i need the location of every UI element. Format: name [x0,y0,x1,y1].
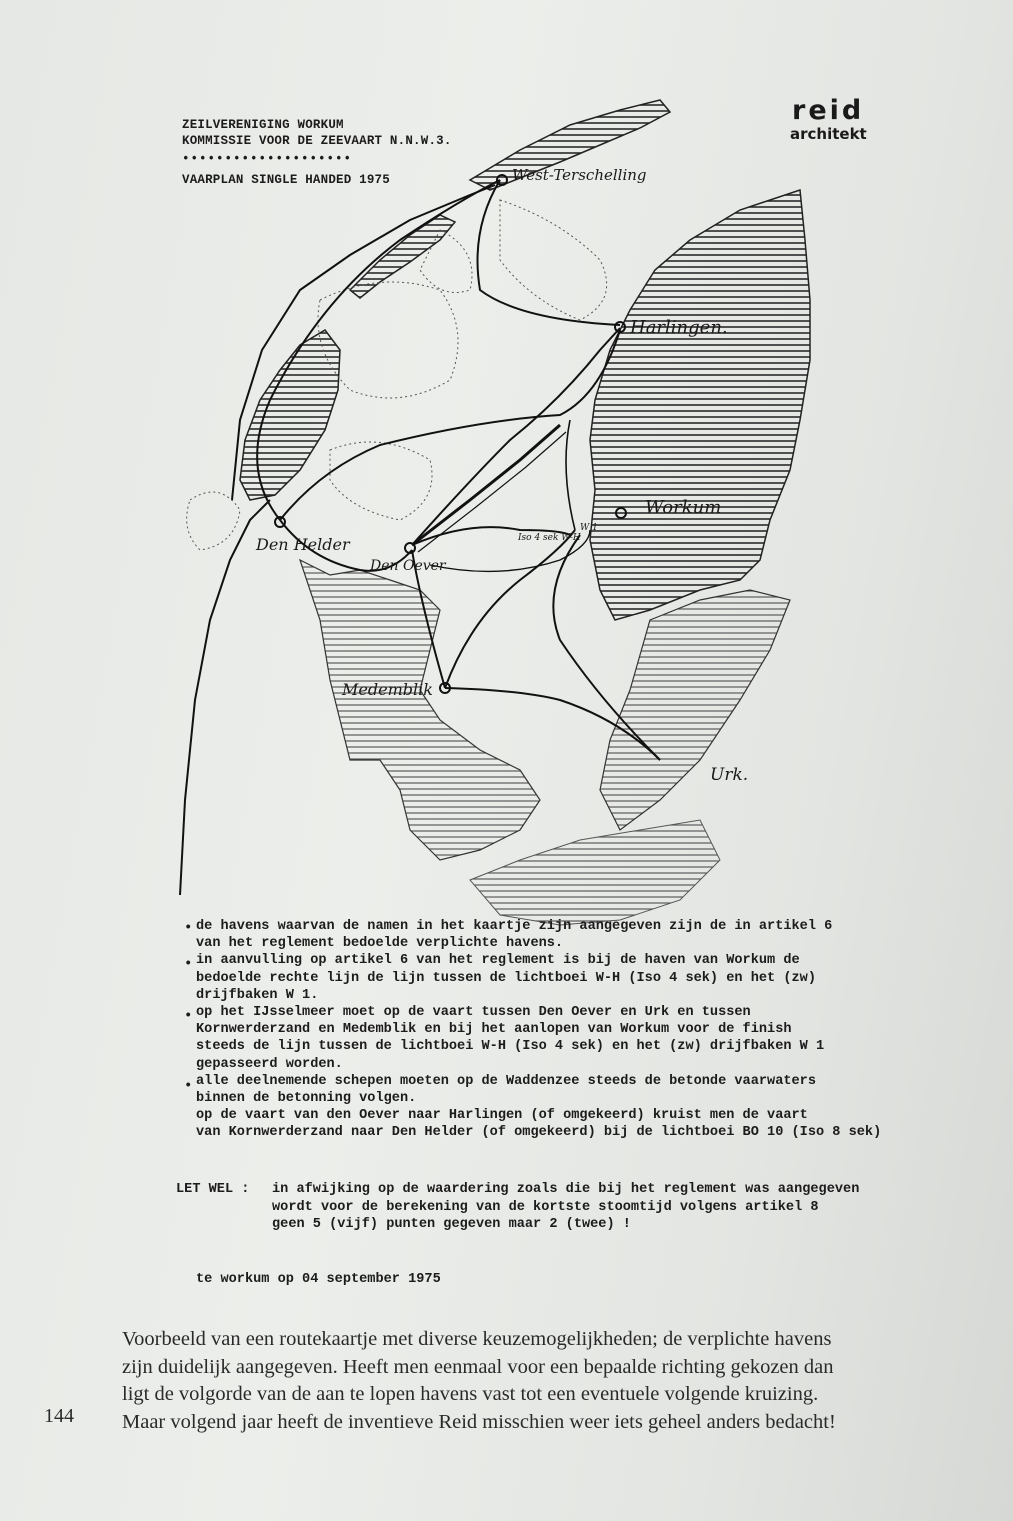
let-wel-line: wordt voor de berekening van de kortste stoomtijd volgens artikel 8 [272,1199,819,1215]
label-west-terschelling: West-Terschelling [512,166,647,184]
note-line: bedoelde rechte lijn de lijn tussen de lichtboei W-H (Iso 4 sek) en het (zw) [196,970,816,986]
label-workum: Workum [645,497,722,518]
texel-island [240,330,340,500]
note-line: van het reglement bedoelde verplichte havens. [196,936,564,952]
label-harlingen: Harlingen. [630,317,728,338]
regulation-notes [196,918,936,1141]
bullet-icon: • [184,1078,193,1094]
let-wel-line: in afwijking op de waardering zoals die bij het reglement was aangegeven [272,1182,860,1197]
logo-name: reid [792,95,865,126]
header-commission: KOMMISSIE VOOR DE ZEEVAART N.N.W.3. [182,134,452,148]
tidal-flats-3 [330,442,432,520]
note-line: binnen de betonning volgen. [196,1090,417,1106]
note-line: de havens waarvan de namen in het kaartje zijn aangegeven zijn de in artikel 6 [196,919,833,934]
let-wel-line: geen 5 (vijf) punten gegeven maar 2 (twee) ! [272,1217,631,1232]
caption-line: Voorbeeld van een routekaartje met diverse keuzemogelijkheden; de verplichte havens [122,1328,832,1350]
label-den-helder: Den Helder [256,535,350,554]
note-line: in aanvulling op artikel 6 van het reglement is bij de haven van Workum de [196,953,800,969]
note-line: Kornwerderzand en Medemblik en bij het aanlopen van Workum voor de finish [196,1022,792,1038]
note-line: gepasseerd worden. [196,1056,343,1072]
figure-caption [122,1326,958,1436]
route-oever-harlingen [412,328,620,545]
noord-holland-shore [300,560,540,860]
north-sea-coast [180,500,270,895]
page-number: 144 [44,1405,74,1427]
header-dots: •••••••••••••••••••• [182,152,353,166]
let-wel-label: LET WEL : [176,1182,250,1197]
vlieland-island [350,215,455,298]
header-plan-title: VAARPLAN SINGLE HANDED 1975 [182,173,390,187]
bullet-icon: • [184,956,193,972]
note-line: steeds de lijn tussen de lichtboei W-H (Iso 4 sek) en het (zw) drijfbaken W 1 [196,1039,825,1055]
label-buoy: Iso 4 sek W-H [518,533,581,543]
route-medemblik-workum [445,530,575,688]
note-line: van Kornwerderzand naar Den Helder (of omgekeerd) bij de lichtboei BO 10 (Iso 8 sek) [196,1125,882,1141]
label-urk: Urk. [710,765,749,785]
route-terschelling-harlingen [478,180,621,325]
tidal-flats-4 [187,492,240,550]
logo-subtitle: architekt [790,125,867,143]
note-line: op de vaart van den Oever naar Harlingen (of omgekeerd) kruist men de vaart [196,1108,808,1124]
header-club: ZEILVERENIGING WORKUM [182,118,344,132]
route-workum-harlingen [566,420,575,530]
note-line: drijfbaken W 1. [196,987,319,1003]
friesland-coast [590,190,810,620]
bullet-icon: • [184,920,193,936]
dateline: te workum op 04 september 1975 [196,1272,441,1287]
label-w1: W 1 [580,523,598,533]
note-line: op het IJsselmeer moet op de vaart tussen Den Oever en Urk en tussen [196,1004,751,1020]
caption-line: ligt de volgorde van de aan te lopen havens vast tot een eventuele volgende kruizing. [122,1383,819,1405]
caption-line: Maar volgend jaar heeft de inventieve Reid misschien weer iets geheel anders bedacht! [122,1410,836,1433]
tidal-flats-2 [500,200,607,320]
label-den-oever: Den Oever [370,558,446,574]
note-line: alle deelnemende schepen moeten op de Waddenzee steeds de betonde vaarwaters [196,1073,816,1089]
noordoostpolder [600,590,790,830]
label-medemblik: Medemblik [342,680,433,699]
caption-line: zijn duidelijk aangegeven. Heeft men eenmaal voor een bepaalde richting gekozen dan [122,1355,834,1378]
bullet-icon: • [184,1008,193,1024]
